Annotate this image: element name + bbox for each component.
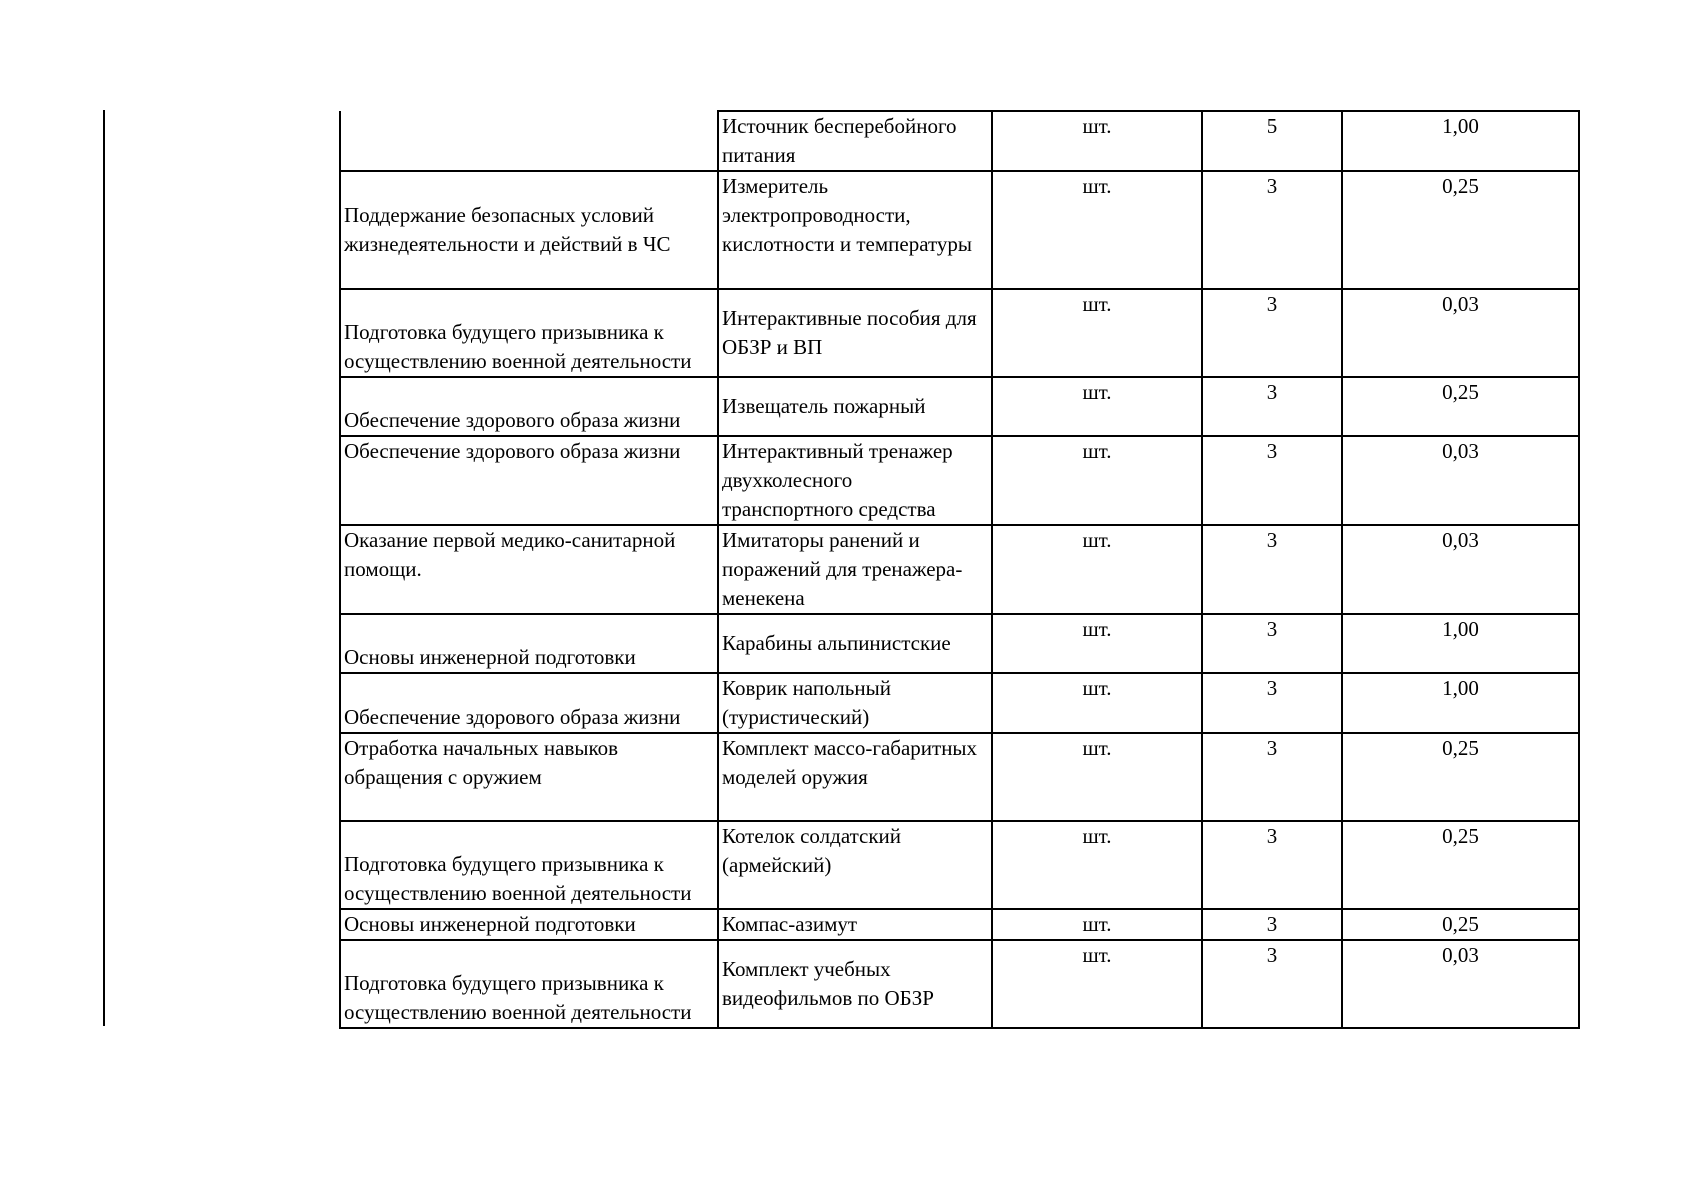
norm-cell: 1,00: [1342, 673, 1579, 733]
purpose-cell: Основы инженерной подготовки: [340, 909, 718, 940]
norm-cell: 0,03: [1342, 289, 1579, 377]
quantity-cell: 3: [1202, 673, 1342, 733]
item-cell: Комплект учебных видеофильмов по ОБЗР: [718, 940, 992, 1028]
table-row: [340, 377, 1579, 436]
purpose-cell: Обеспечение здорового образа жизни: [340, 377, 718, 436]
quantity-cell: 3: [1202, 614, 1342, 673]
unit-cell: шт.: [992, 436, 1202, 525]
unit-cell: шт.: [992, 377, 1202, 436]
purpose-cell: Подготовка будущего призывника к осуществлению военной деятельности: [340, 289, 718, 377]
quantity-cell: 3: [1202, 909, 1342, 940]
unit-cell: шт.: [992, 821, 1202, 909]
purpose-cell: Обеспечение здорового образа жизни: [340, 436, 718, 525]
purpose-cell: Отработка начальных навыков обращения с оружием: [340, 733, 718, 821]
table-row: [340, 289, 1579, 377]
table-row: [340, 673, 1579, 733]
item-cell: Карабины альпинистские: [718, 614, 992, 673]
norm-cell: 0,03: [1342, 940, 1579, 1028]
norm-cell: 0,25: [1342, 377, 1579, 436]
table-row: [340, 909, 1579, 940]
purpose-cell: Подготовка будущего призывника к осуществлению военной деятельности: [340, 940, 718, 1028]
unit-cell: шт.: [992, 111, 1202, 171]
table-row: [340, 614, 1579, 673]
table-row: [340, 940, 1579, 1028]
quantity-cell: 3: [1202, 436, 1342, 525]
norm-cell: 0,25: [1342, 821, 1579, 909]
unit-cell: шт.: [992, 614, 1202, 673]
item-cell: Источник бесперебойного питания: [718, 111, 992, 171]
unit-cell: шт.: [992, 733, 1202, 821]
item-cell: Котелок солдатский (армейский): [718, 821, 992, 909]
purpose-cell: Оказание первой медико-санитарной помощи.: [340, 525, 718, 614]
item-cell: Интерактивные пособия для ОБЗР и ВП: [718, 289, 992, 377]
quantity-cell: 3: [1202, 289, 1342, 377]
item-cell: Комплект массо-габаритных моделей оружия: [718, 733, 992, 821]
unit-cell: шт.: [992, 673, 1202, 733]
item-cell: Имитаторы ранений и поражений для тренажера-менекена: [718, 525, 992, 614]
left-margin-rule: [103, 110, 105, 1026]
quantity-cell: 5: [1202, 111, 1342, 171]
table-row: [340, 111, 1579, 171]
quantity-cell: 3: [1202, 377, 1342, 436]
quantity-cell: 3: [1202, 525, 1342, 614]
quantity-cell: 3: [1202, 171, 1342, 289]
norm-cell: 0,25: [1342, 909, 1579, 940]
unit-cell: шт.: [992, 909, 1202, 940]
quantity-cell: 3: [1202, 821, 1342, 909]
unit-cell: шт.: [992, 289, 1202, 377]
purpose-cell: Основы инженерной подготовки: [340, 614, 718, 673]
purpose-cell: Подготовка будущего призывника к осуществлению военной деятельности: [340, 821, 718, 909]
norm-cell: 0,03: [1342, 436, 1579, 525]
quantity-cell: 3: [1202, 733, 1342, 821]
item-cell: Извещатель пожарный: [718, 377, 992, 436]
table-row: [340, 821, 1579, 909]
purpose-cell: Поддержание безопасных условий жизнедеятельности и действий в ЧС: [340, 171, 718, 289]
item-cell: Измеритель электропроводности, кислотности и температуры: [718, 171, 992, 289]
item-cell: Компас-азимут: [718, 909, 992, 940]
unit-cell: шт.: [992, 525, 1202, 614]
table-row: [340, 171, 1579, 289]
unit-cell: шт.: [992, 940, 1202, 1028]
equipment-table: [339, 110, 1580, 1029]
norm-cell: 1,00: [1342, 111, 1579, 171]
quantity-cell: 3: [1202, 940, 1342, 1028]
norm-cell: 0,25: [1342, 171, 1579, 289]
norm-cell: 1,00: [1342, 614, 1579, 673]
purpose-cell: [340, 111, 718, 171]
norm-cell: 0,25: [1342, 733, 1579, 821]
table-row: [340, 733, 1579, 821]
purpose-cell: Обеспечение здорового образа жизни: [340, 673, 718, 733]
item-cell: Интерактивный тренажер двухколесного транспортного средства: [718, 436, 992, 525]
table-row: [340, 525, 1579, 614]
unit-cell: шт.: [992, 171, 1202, 289]
item-cell: Коврик напольный (туристический): [718, 673, 992, 733]
norm-cell: 0,03: [1342, 525, 1579, 614]
table-row: [340, 436, 1579, 525]
